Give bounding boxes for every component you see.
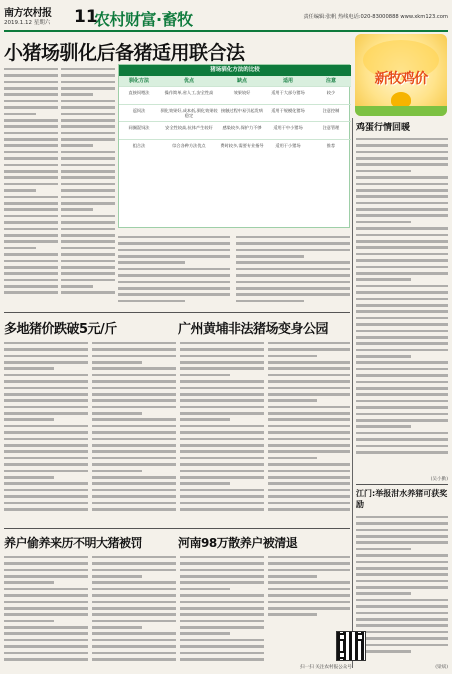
article-column	[180, 338, 264, 524]
table-row	[119, 86, 351, 104]
table-cell: 综合各种方法优点	[172, 142, 206, 148]
byline: (吴小勤)	[430, 477, 448, 482]
byline: (梁斌)	[435, 665, 448, 670]
table-cell: 驯化效果好,成本低,驯化效果较稳定	[160, 107, 218, 119]
table-cell: 安全性较高,抗体产生较好	[165, 125, 213, 131]
table-cell: 直接饲喂法	[128, 90, 150, 95]
table-row	[119, 104, 351, 122]
sidebar-headline-jiangmen: 江门:举报泔水养猪可获奖励	[356, 489, 448, 509]
sidebar-headline-eggs: 鸡蛋行情回暖	[356, 123, 411, 133]
promo-badge	[355, 34, 447, 116]
lead-article-column-4	[236, 232, 350, 310]
newspaper-logo: 南方农村报	[4, 8, 52, 19]
table-header: 注意	[325, 78, 336, 84]
table-title: 猪场驯化方法的比较	[119, 65, 351, 76]
table-cell: 操作简单,省人工,安全性高	[164, 90, 214, 95]
table-cell: 适用于规模化猪场	[271, 107, 305, 113]
issue-date: 2019.1.12 星期六	[4, 20, 51, 26]
qr-code	[336, 631, 366, 661]
table-header-row	[119, 76, 351, 86]
qr-corner	[338, 633, 346, 641]
contact-info: 责任编辑:张帆 热线电话:020-83000888 www.xkm123.com	[303, 14, 448, 20]
qr-corner	[338, 651, 346, 659]
headline-pig-prices: 多地猪价跌破5元/斤	[4, 322, 117, 337]
table-cell: 组合法	[132, 142, 146, 148]
table-cell: 注意管理	[322, 125, 340, 131]
table-cell: 较少	[326, 90, 336, 95]
table-cell: 适用于大部分猪场	[271, 90, 305, 95]
lead-article-column-2	[61, 64, 115, 310]
sidebar-article-jiangmen	[356, 512, 448, 664]
page-number: 11	[74, 7, 98, 27]
table-header: 驯化方法	[128, 78, 149, 84]
table-cell: 推荐	[326, 142, 336, 148]
table-header: 缺点	[236, 78, 247, 84]
main-headline: 小猪场驯化后备猪适用联合法	[4, 42, 245, 64]
section-title: 农村财富·畜牧	[94, 10, 193, 29]
table-cell: 接触过程中易引起发病	[221, 107, 263, 113]
table-row	[119, 139, 351, 157]
divider	[4, 312, 350, 313]
table-cell: 感染较多,保护力不够	[222, 125, 262, 131]
divider	[4, 528, 350, 529]
article-column	[92, 338, 176, 524]
headline-huangpu: 广州黄埔非法猪场变身公园	[178, 322, 329, 337]
qr-corner	[356, 633, 364, 641]
divider	[356, 484, 448, 485]
badge-label: 新牧鸡价	[374, 71, 428, 87]
table-cell: 同圈混饲法	[128, 125, 150, 131]
table-cell: 效果较好	[233, 90, 251, 95]
table-cell: 费时较多,需要专业指导	[220, 142, 264, 148]
qr-caption: 扫一扫 关注农村报公众号	[300, 665, 352, 670]
comparison-table	[118, 64, 350, 228]
headline-illegal-pigs: 养户偷养来历不明大猪被罚	[4, 536, 143, 550]
article-column	[268, 338, 350, 524]
article-column	[268, 552, 350, 626]
headline-henan: 河南98万散养户被清退	[178, 536, 298, 550]
article-column	[92, 552, 176, 668]
table-cell: 返饲法	[132, 107, 146, 113]
grass-graphic	[355, 106, 447, 116]
table-cell: 适用于中小猪场	[273, 125, 303, 131]
sidebar-article-eggs	[356, 134, 448, 474]
table-header: 适用	[282, 78, 293, 84]
article-column	[4, 552, 88, 668]
lead-article-column-1	[4, 64, 58, 310]
column-divider	[352, 118, 353, 668]
lead-article-column-3	[118, 232, 230, 310]
table-cell: 适用于小猪场	[275, 142, 301, 148]
masthead-rule	[4, 30, 448, 32]
article-column	[4, 338, 88, 524]
table-row	[119, 121, 351, 139]
table-header: 优点	[183, 78, 194, 84]
table-cell: 注意控制	[322, 107, 340, 113]
article-column	[180, 552, 264, 668]
